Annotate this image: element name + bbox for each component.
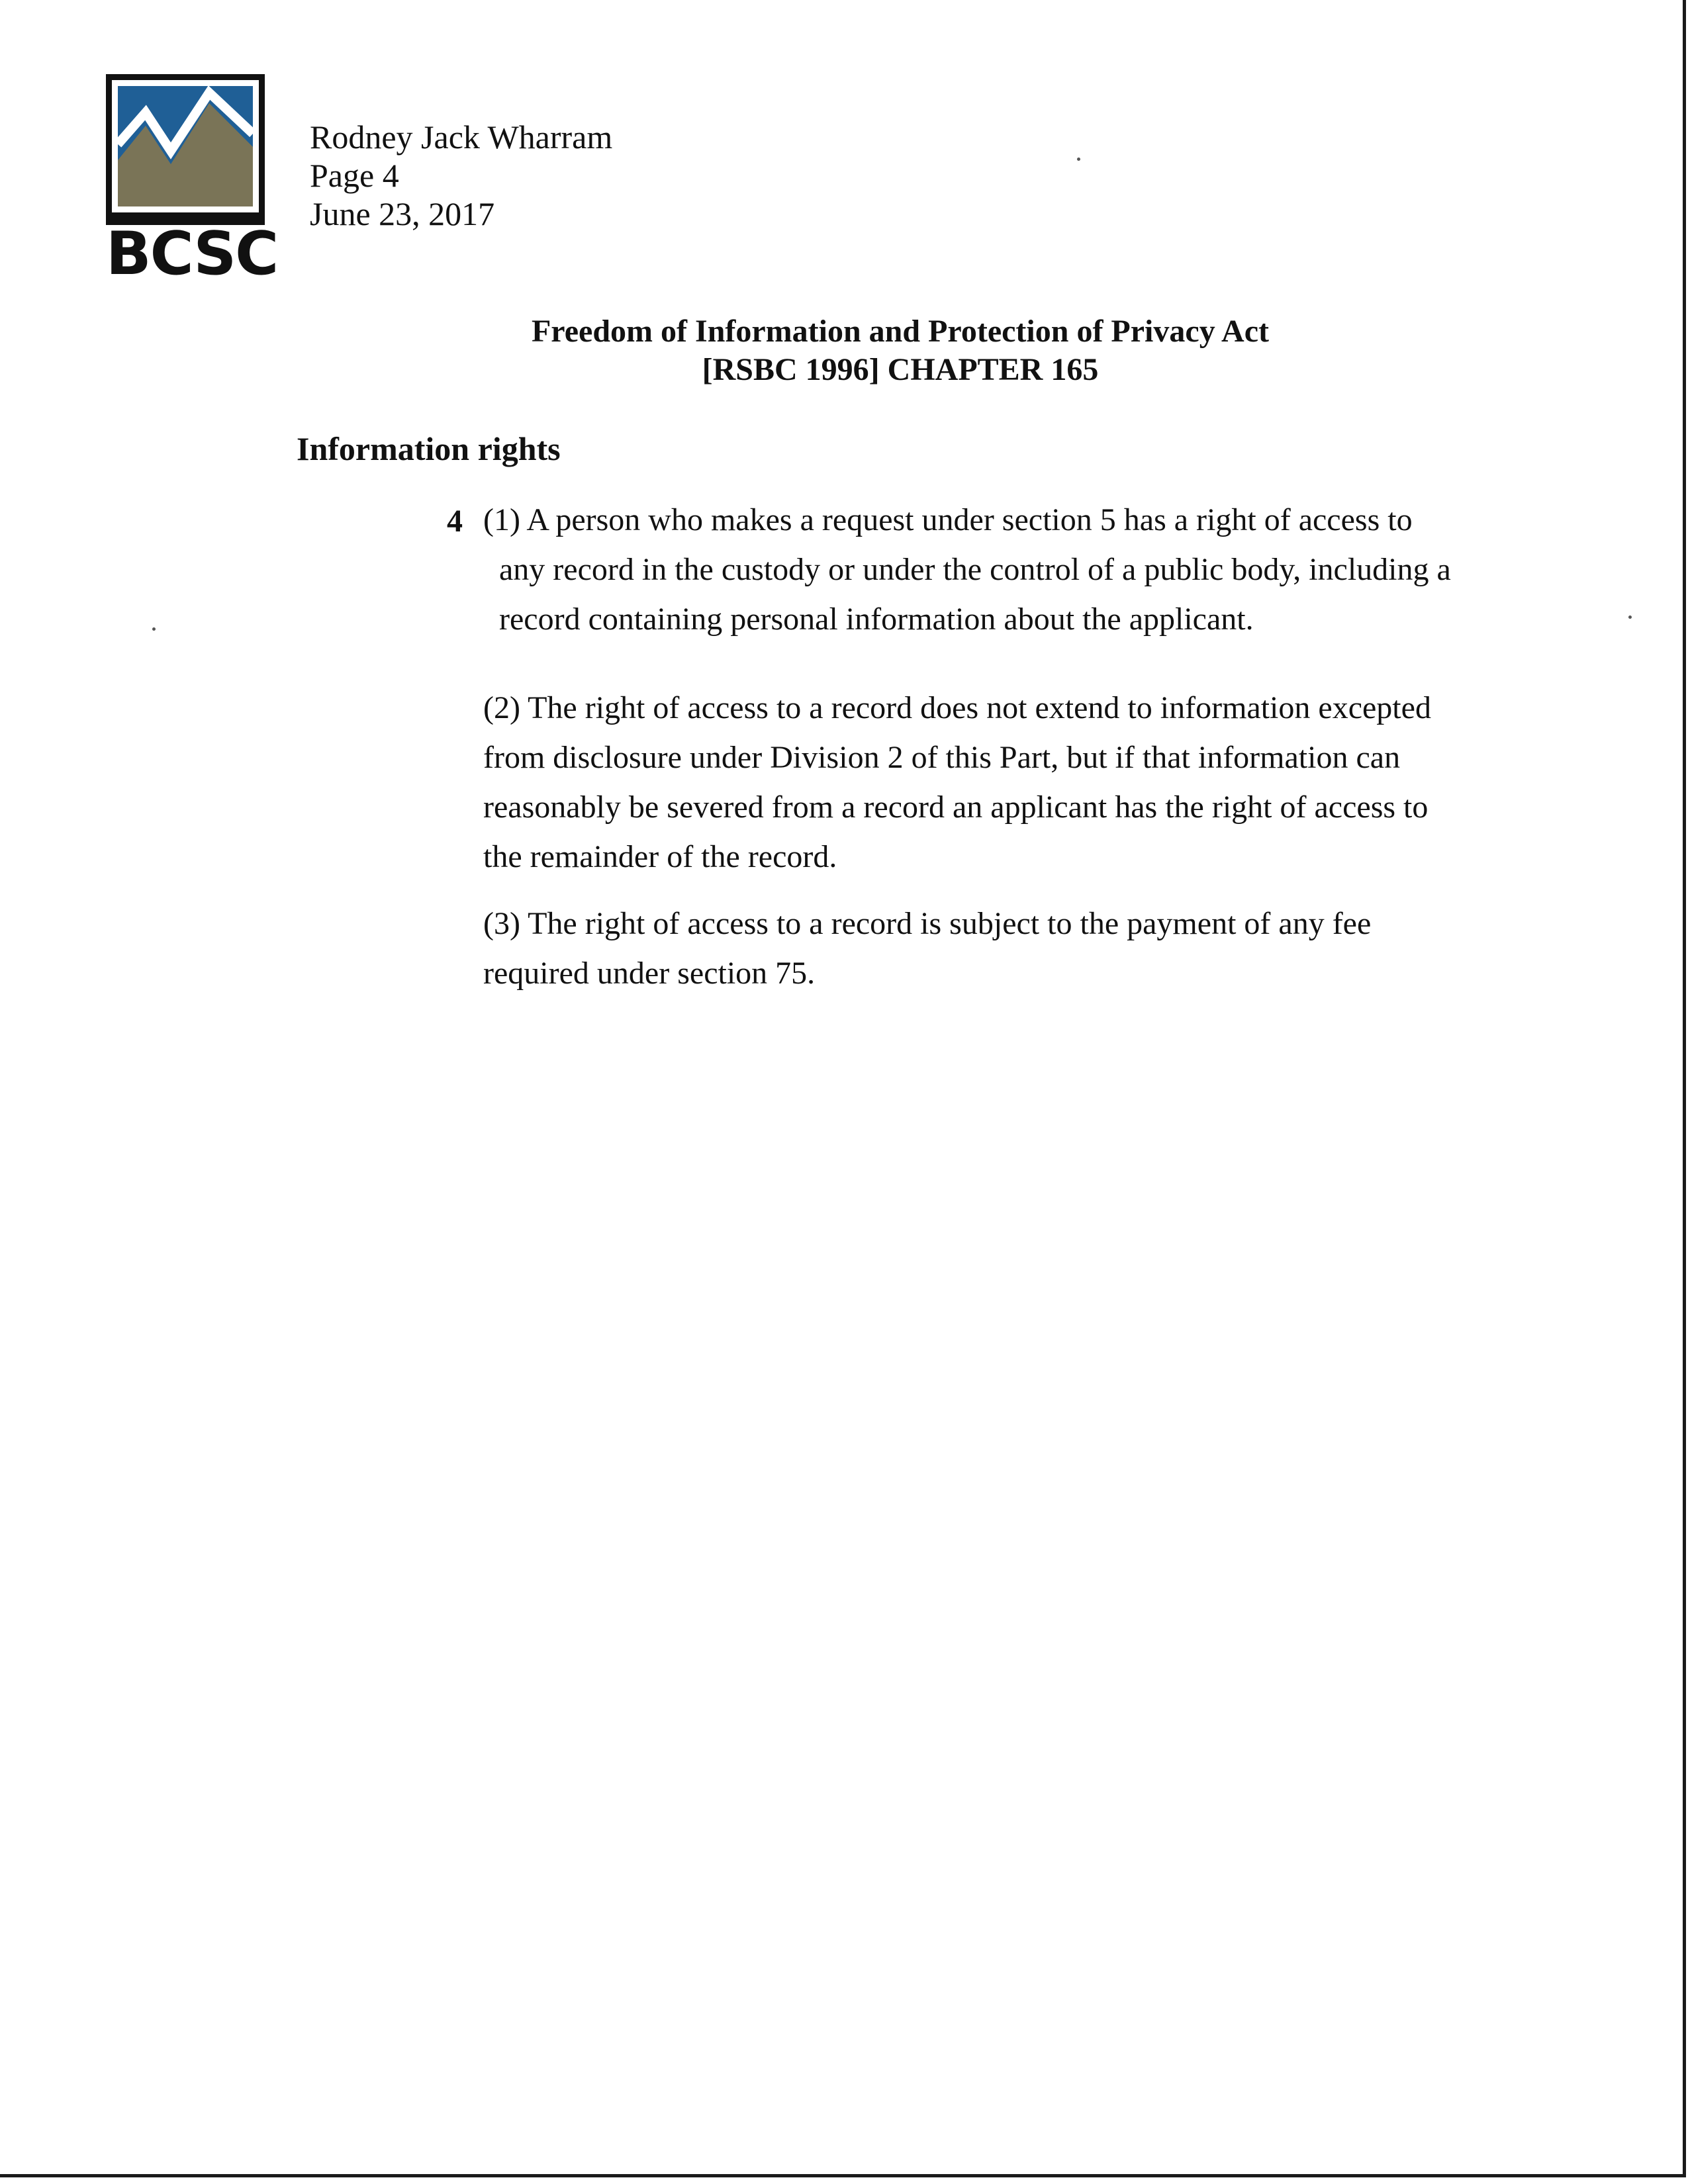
scan-speck (1077, 158, 1080, 161)
letter-date: June 23, 2017 (310, 195, 495, 232)
subsection-2-line: reasonably be severed from a record an applicant has the right of access to (483, 790, 1429, 825)
logo-wordmark: BCSC (106, 219, 278, 289)
logo-frame (106, 74, 265, 218)
scan-edge-right (1683, 0, 1686, 2177)
subsection-1 (483, 495, 1451, 644)
subsection-2-line: (2) The right of access to a record does not extend to information excepted (483, 690, 1431, 725)
subsection-1-line: record containing personal information about the applicant. (499, 602, 1254, 637)
subsection-3-line: required under section 75. (483, 956, 816, 991)
subsection-2-line: the remainder of the record. (483, 839, 837, 874)
subsection-2-line: from disclosure under Division 2 of this Part, but if that information can (483, 740, 1401, 775)
scan-speck (152, 627, 156, 631)
subsection-1-line: any record in the custody or under the control of a public body, including a (499, 552, 1451, 587)
scan-edge-bottom (0, 2174, 1686, 2177)
act-title-line-2: [RSBC 1996] CHAPTER 165 (702, 352, 1099, 387)
act-title (305, 312, 1496, 389)
recipient-name: Rodney Jack Wharram (310, 118, 613, 156)
subsection-1-line: (1) A person who makes a request under section 5 has a right of access to (483, 502, 1413, 537)
section-heading: Information rights (297, 430, 561, 467)
mountain-logo-icon (118, 86, 253, 206)
subsection-3-line: (3) The right of access to a record is subject to the payment of any fee (483, 906, 1372, 941)
bcsc-logo (106, 74, 278, 289)
section-number: 4 (447, 504, 463, 539)
subsection-2 (483, 683, 1431, 882)
act-title-line-1: Freedom of Information and Protection of Privacy Act (531, 314, 1269, 349)
letter-header (310, 118, 612, 233)
scan-speck (1628, 615, 1632, 619)
page-number: Page 4 (310, 157, 399, 194)
subsection-3 (483, 899, 1371, 998)
